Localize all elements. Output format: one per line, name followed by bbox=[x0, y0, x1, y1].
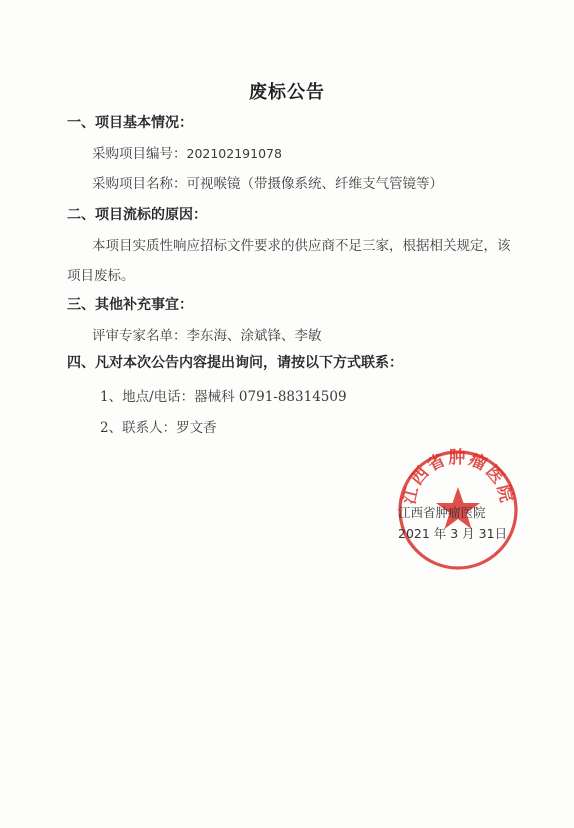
contact-location-line: 1、地点/电话：器械科 0791-88314509 bbox=[100, 389, 347, 405]
section-4-heading: 四、凡对本次公告内容提出询问，请按以下方式联系： bbox=[67, 355, 403, 371]
section-2-heading: 二、项目流标的原因： bbox=[67, 207, 207, 223]
project-number-value: 202102191078 bbox=[186, 146, 282, 161]
project-name-label: 采购项目名称： bbox=[92, 176, 187, 192]
signature-date: 2021 年 3 月 31日 bbox=[398, 526, 508, 541]
section-1-heading: 一、项目基本情况： bbox=[67, 115, 193, 131]
reason-line-2: 项目废标。 bbox=[67, 268, 135, 284]
page-title: 废标公告 bbox=[249, 82, 325, 103]
section-3-heading: 三、其他补充事宜： bbox=[67, 297, 193, 313]
reason-line-1: 本项目实质性响应招标文件要求的供应商不足三家，根据相关规定，该 bbox=[92, 238, 511, 254]
seal-text: 江西省肿瘤医院 bbox=[399, 448, 517, 507]
project-name-value: 可视喉镜（带摄像系统、纤维支气管镜等） bbox=[186, 176, 443, 192]
contact-person-line: 2、联系人：罗文香 bbox=[100, 420, 217, 436]
expert-list-line: 评审专家名单：李东海、涂斌锋、李敏 bbox=[92, 328, 322, 344]
project-number-label: 采购项目编号： bbox=[92, 146, 187, 162]
signature-organization: 江西省肿瘤医院 bbox=[398, 505, 486, 520]
project-name-line bbox=[92, 172, 443, 192]
project-number-line bbox=[92, 142, 282, 162]
